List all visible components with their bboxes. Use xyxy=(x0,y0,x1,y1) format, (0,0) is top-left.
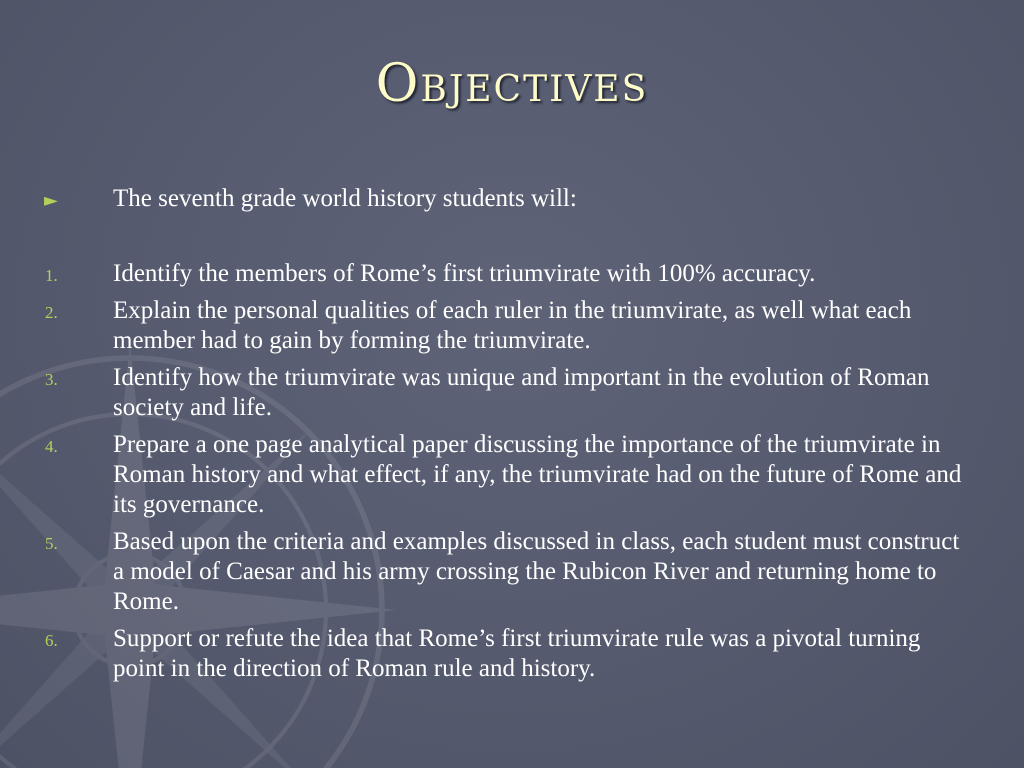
arrow-bullet-icon: ► xyxy=(44,190,58,211)
objective-item-1 xyxy=(0,259,973,289)
objective-item-6 xyxy=(0,624,973,684)
slide-title: Objectives xyxy=(375,54,649,114)
objective-item-2 xyxy=(0,296,973,356)
objective-number: 5. xyxy=(45,534,58,553)
objectives-list xyxy=(0,259,1024,691)
objective-text: Prepare a one page analytical paper discussing the importance of the triumvirate in Roman history and what effect, if any, the triumvirate had on the future of Rome and its governance. xyxy=(113,431,962,518)
objective-item-3 xyxy=(0,363,973,423)
objective-number: 6. xyxy=(45,631,58,650)
intro-line xyxy=(0,184,1024,218)
objective-item-4 xyxy=(0,430,973,520)
objective-text: Explain the personal qualities of each ruler in the triumvirate, as well what each member had to gain by forming the triumvirate. xyxy=(113,297,912,354)
objective-text: Identify how the triumvirate was unique and important in the evolution of Roman society and life. xyxy=(113,364,930,421)
intro-text: The seventh grade world history students will: xyxy=(113,185,577,212)
objective-number: 4. xyxy=(45,437,58,456)
objective-text: Based upon the criteria and examples discussed in class, each student must construct a model of Caesar and his army crossing the Rubicon River and returning home to Rome. xyxy=(113,528,960,615)
objective-number: 1. xyxy=(45,266,58,285)
objective-number: 2. xyxy=(45,303,58,322)
objective-text: Identify the members of Rome’s first triumvirate with 100% accuracy. xyxy=(113,260,816,287)
objective-text: Support or refute the idea that Rome’s first triumvirate rule was a pivotal turning point in the direction of Roman rule and history. xyxy=(113,625,921,682)
objective-item-5 xyxy=(0,527,973,617)
objective-number: 3. xyxy=(45,370,58,389)
